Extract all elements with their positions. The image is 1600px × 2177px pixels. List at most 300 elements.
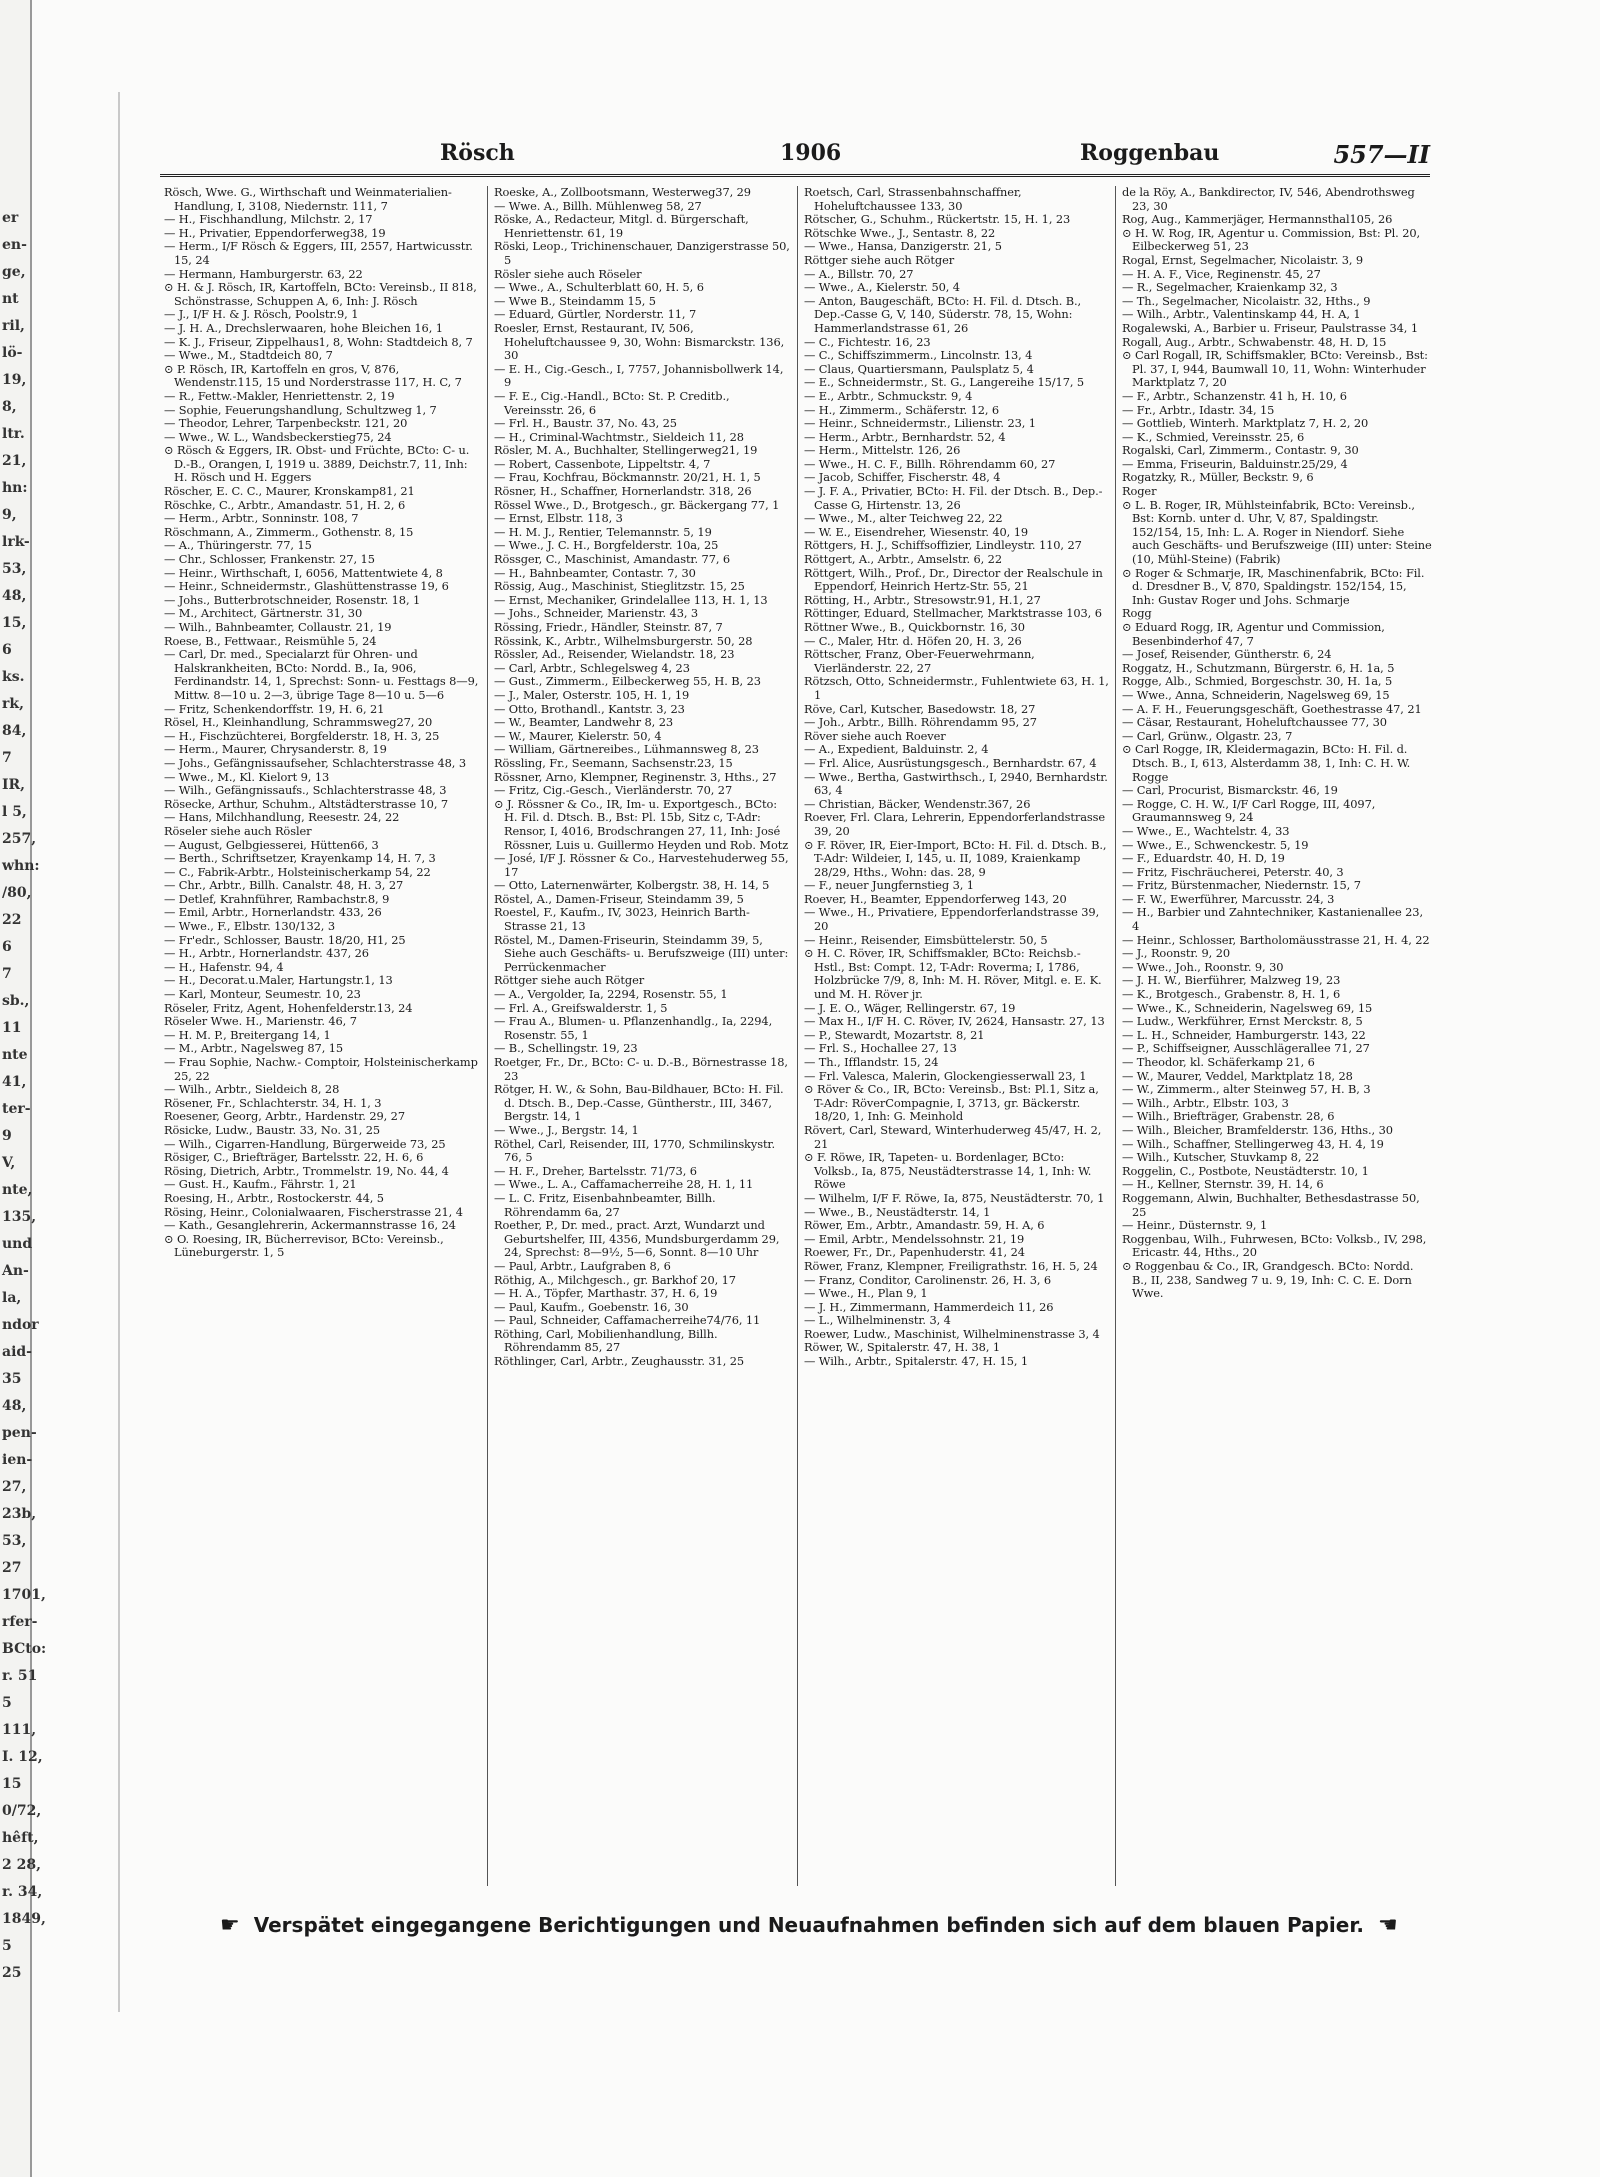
previous-page-fragment: 23b, — [2, 1506, 37, 1522]
previous-page-fragment: hêft, — [2, 1830, 39, 1846]
previous-page-fragment: 25 — [2, 1965, 22, 1981]
directory-entry: Röttgert, Wilh., Prof., Dr., Director der Realschule in Eppendorf, Heinrich Hertz-Str. 55, 21 — [804, 565, 1103, 594]
directory-entry: Röske, A., Redacteur, Mitgl. d. Bürgerschaft, Henriettenstr. 61, 19 — [494, 212, 749, 240]
directory-entry: — Frl. Alice, Ausrüstungsgesch., Bernhardstr. 67, 4 — [804, 755, 1097, 770]
directory-entry: — F., Arbtr., Schanzenstr. 41 h, H. 10, 6 — [1122, 388, 1347, 403]
directory-entry: — Wwe B., Steindamm 15, 5 — [494, 293, 656, 308]
previous-page-fragment: und — [2, 1236, 33, 1252]
directory-entry: Roesener, Georg, Arbtr., Hardenstr. 29, 27 — [164, 1109, 405, 1124]
directory-entry: ⊙ H. & J. Rösch, IR, Kartoffeln, BCto: Vereinsb., II 818, Schönstrasse, Schuppen A, 6, Inh: J. Rösch — [164, 280, 477, 308]
directory-entry: — Gust. H., Kaufm., Fährstr. 1, 21 — [164, 1177, 357, 1192]
previous-page-fragment: whn: — [2, 858, 40, 874]
previous-page-fragment: hn: — [2, 480, 28, 496]
directory-entry: — Franz, Conditor, Carolinenstr. 26, H. 3, 6 — [804, 1272, 1052, 1287]
directory-entry: — Paul, Arbtr., Laufgraben 8, 6 — [494, 1258, 671, 1273]
directory-entry: Roestel, F., Kaufm., IV, 3023, Heinrich Barth-Strasse 21, 13 — [494, 905, 750, 934]
directory-entry: — Wwe., J., Bergstr. 14, 1 — [494, 1122, 639, 1137]
previous-page-fragment: 84, — [2, 723, 27, 739]
column-2 — [487, 186, 797, 1886]
directory-entry: — Wwe., H., Plan 9, 1 — [804, 1286, 928, 1301]
directory-entry: Roetsch, Carl, Strassenbahnschaffner, Hoheluftchaussee 133, 30 — [804, 185, 1022, 213]
previous-page-fragment: 6 — [2, 939, 12, 955]
header-page-number: 557—II — [1333, 140, 1430, 169]
directory-entry: — H. A., Töpfer, Marthastr. 37, H. 6, 19 — [494, 1286, 718, 1301]
directory-entry: — Carl, Dr. med., Specialarzt für Ohren- und Halskrankheiten, BCto: Nordd. B., Ia, 906, Ferdinandstr. 14, 1, Sprechst: Sonn- u. Festtags 8—9, Mittw. 8—10 u. 2—3, übrige Tage 8—10 u. 5—6 — [164, 647, 479, 702]
directory-entry: — Emma, Friseurin, Balduinstr.25/29, 4 — [1122, 456, 1348, 471]
directory-entry: — B., Schellingstr. 19, 23 — [494, 1041, 638, 1056]
directory-entry: Röski, Leop., Trichinenschauer, Danzigerstrasse 50, 5 — [494, 239, 790, 267]
directory-entry: — Anton, Baugeschäft, BCto: H. Fil. d. Dtsch. B., Dep.-Casse G, V, 140, Süderstr. 78, 15, Wohn: Hammerlandstrasse 61, 26 — [804, 293, 1082, 335]
previous-page-fragment: rk, — [2, 696, 24, 712]
directory-entry: — Ludw., Werkführer, Ernst Merckstr. 8, 5 — [1122, 1014, 1363, 1029]
previous-page-fragment: 27, — [2, 1479, 27, 1495]
previous-page-fragment: r. 34, — [2, 1884, 43, 1900]
directory-entry: — L., Wilhelminenstr. 3, 4 — [804, 1313, 951, 1328]
directory-entry: Rösel, H., Kleinhandlung, Schrammsweg27, 20 — [164, 715, 433, 730]
previous-page-fragment: en- — [2, 237, 27, 253]
directory-entry: Röttinger, Eduard, Stellmacher, Marktstrasse 103, 6 — [804, 606, 1102, 621]
directory-entry: — Paul, Kaufm., Goebenstr. 16, 30 — [494, 1299, 689, 1314]
directory-entry: ⊙ H. W. Rog, IR, Agentur u. Commission, Bst: Pl. 20, Eilbeckerweg 51, 23 — [1122, 225, 1421, 254]
directory-entry: — Wilh., Arbtr., Spitalerstr. 47, H. 15, 1 — [804, 1354, 1029, 1369]
directory-entry: — Detlef, Krahnführer, Rambachstr.8, 9 — [164, 891, 390, 906]
directory-entry: — Wilh., Briefträger, Grabenstr. 28, 6 — [1122, 1109, 1335, 1124]
directory-entry: ⊙ Roger & Schmarje, IR, Maschinenfabrik, BCto: Fil. d. Dresdner B., V, 870, Spaldingstr. 152/154, 15, Inh: Gustav Roger und Johs. Schmarje — [1122, 565, 1425, 607]
directory-entry: — Wwe., H. C. F., Billh. Röhrendamm 60, 27 — [804, 456, 1056, 471]
directory-entry: — Wwe., M., alter Teichweg 22, 22 — [804, 511, 1003, 526]
directory-entry: Rogge, Alb., Schmied, Borgeschstr. 30, H. 1a, 5 — [1122, 674, 1393, 689]
directory-entry: — Fritz, Schenkendorffstr. 19, H. 6, 21 — [164, 701, 385, 716]
directory-entry: — Wwe., M., Stadtdeich 80, 7 — [164, 348, 333, 363]
previous-page-fragment: 2 28, — [2, 1857, 41, 1873]
directory-entry: — W., Beamter, Landwehr 8, 23 — [494, 715, 674, 730]
directory-entry: — William, Gärtnereibes., Lühmannsweg 8, 23 — [494, 742, 759, 757]
directory-entry: — Fr., Arbtr., Idastr. 34, 15 — [1122, 402, 1275, 417]
footer-notice — [220, 1910, 1420, 1940]
header-last-name: Roggenbau — [1080, 140, 1220, 166]
directory-entry: Röseler, Fritz, Agent, Hohenfelderstr.13, 24 — [164, 1000, 413, 1015]
directory-entry: Roesing, H., Arbtr., Rostockerstr. 44, 5 — [164, 1190, 384, 1205]
directory-entry: — Johs., Butterbrotschneider, Rosenstr. 18, 1 — [164, 592, 421, 607]
directory-entry: — R., Fettw.-Makler, Henriettenstr. 2, 19 — [164, 388, 395, 403]
directory-entry: Rösing, Dietrich, Arbtr., Trommelstr. 19, No. 44, 4 — [164, 1163, 449, 1178]
directory-entry: — Fritz, Cig.-Gesch., Vierländerstr. 70, 27 — [494, 783, 733, 798]
directory-entry: — August, Gelbgiesserei, Hütten66, 3 — [164, 837, 379, 852]
directory-entry: Röttger siehe auch Rötger — [494, 973, 645, 988]
directory-entry: — Wwe. A., Billh. Mühlenweg 58, 27 — [494, 198, 702, 213]
pointing-hand-right-icon: ☛ — [220, 1912, 240, 1938]
directory-entry: Rössner, Arno, Klempner, Reginenstr. 3, Hths., 27 — [494, 769, 777, 784]
directory-entry: Röttscher, Franz, Ober-Feuerwehrmann, Vierländerstr. 22, 27 — [804, 647, 1035, 675]
directory-entry: Roether, P., Dr. med., pract. Arzt, Wundarzt und Geburtshelfer, III, 4356, Mundsburgerdamm 29, 24, Sprechst: 8—9½, 5—6, Sonnt. 8—10 Uhr — [494, 1218, 780, 1260]
directory-entry: — L. C. Fritz, Eisenbahnbeamter, Billh. Röhrendamm 6a, 27 — [494, 1190, 716, 1219]
previous-page-fragment: lö- — [2, 345, 23, 361]
directory-entry: ⊙ L. B. Roger, IR, Mühlsteinfabrik, BCto: Vereinsb., Bst: Kornb. unter d. Uhr, V, 87, Spaldingstr. 152/154, 15, Inh: L. A. Roger in Niendorf. Siehe auch Geschäfts- und Berufszweige (III) unter: Steine (10, Mühl-Steine) (Fabrik) — [1122, 497, 1432, 567]
directory-entry: — C., Schiffszimmerm., Lincolnstr. 13, 4 — [804, 348, 1033, 363]
previous-page-fragment: 1849, — [2, 1911, 46, 1927]
directory-entry: — E., Schneidermstr., St. G., Langereihe 15/17, 5 — [804, 375, 1085, 390]
directory-entry: — A., Vergolder, Ia, 2294, Rosenstr. 55, 1 — [494, 987, 728, 1002]
directory-entry: — H., Privatier, Eppendorferweg38, 19 — [164, 225, 386, 240]
directory-entry: — Ernst, Mechaniker, Grindelallee 113, H. 1, 13 — [494, 592, 768, 607]
directory-entry: ⊙ Carl Rogge, IR, Kleidermagazin, BCto: H. Fil. d. Dtsch. B., I, 613, Alsterdamm 38, 1, Inh: C. H. W. Rogge — [1122, 742, 1411, 784]
column-3 — [797, 186, 1115, 1886]
directory-entry: — J. F. A., Privatier, BCto: H. Fil. der Dtsch. B., Dep.-Casse G, Hirtenstr. 13, 26 — [804, 484, 1103, 512]
directory-entry: — Carl, Arbtr., Schlegelsweg 4, 23 — [494, 660, 690, 675]
directory-entry: — J. H. A., Drechslerwaaren, hohe Bleichen 16, 1 — [164, 320, 443, 335]
directory-entry: Röschmann, A., Zimmerm., Gothenstr. 8, 15 — [164, 524, 414, 539]
directory-entry: — Wwe., K., Schneiderin, Nagelsweg 69, 15 — [1122, 1000, 1373, 1015]
directory-entry: ⊙ Eduard Rogg, IR, Agentur und Commission, Besenbinderhof 47, 7 — [1122, 620, 1385, 648]
previous-page-fragment: I. 12, — [2, 1749, 43, 1765]
directory-entry: ⊙ F. Röwe, IR, Tapeten- u. Bordenlager, BCto: Volksb., Ia, 875, Neustädterstrasse 14, 1, Inh: W. Röwe — [804, 1150, 1092, 1192]
directory-entry: — Frau Sophie, Nachw.- Comptoir, Holsteinischerkamp 25, 22 — [164, 1055, 478, 1083]
previous-page-fragment: 135, — [2, 1209, 37, 1225]
previous-page-fragment: l 5, — [2, 804, 27, 820]
directory-entry: — Jacob, Schiffer, Fischerstr. 48, 4 — [804, 470, 1001, 485]
directory-entry: — Emil, Arbtr., Mendelssohnstr. 21, 19 — [804, 1231, 1025, 1246]
directory-entry: — Wwe., Bertha, Gastwirthsch., I, 2940, Bernhardstr. 63, 4 — [804, 769, 1108, 798]
previous-page-fragment: 7 — [2, 966, 12, 982]
directory-columns — [162, 186, 1438, 1886]
previous-page-fragment: 53, — [2, 561, 27, 577]
directory-entry: — Heinr., Düsternstr. 9, 1 — [1122, 1218, 1268, 1233]
directory-entry: — Otto, Brothandl., Kantstr. 3, 23 — [494, 701, 685, 716]
previous-page-fragment: 5 — [2, 1938, 12, 1954]
directory-entry: — H., Arbtr., Hornerlandstr. 437, 26 — [164, 946, 369, 961]
previous-page-fragment: 6 — [2, 642, 12, 658]
directory-entry: — Frl. H., Baustr. 37, No. 43, 25 — [494, 416, 677, 431]
directory-entry: — Chr., Schlosser, Frankenstr. 27, 15 — [164, 552, 375, 567]
previous-page-fragment: ltr. — [2, 426, 25, 442]
directory-entry: ⊙ Röver & Co., IR, BCto: Vereinsb., Bst: Pl.1, Sitz a, T-Adr: RöverCompagnie, I, 3713, gr. Bäckerstr. 18/20, 1, Inh: G. Meinhold — [804, 1082, 1099, 1124]
directory-entry: Röwer, W., Spitalerstr. 47, H. 38, 1 — [804, 1340, 1001, 1355]
directory-entry: — Otto, Laternenwärter, Kolbergstr. 38, H. 14, 5 — [494, 878, 770, 893]
directory-entry: — Heinr., Reisender, Eimsbüttelerstr. 50, 5 — [804, 932, 1048, 947]
directory-entry: — H. M. P., Breitergang 14, 1 — [164, 1027, 331, 1042]
directory-entry: Rösicke, Ludw., Baustr. 33, No. 31, 25 — [164, 1122, 381, 1137]
directory-entry: Rötzsch, Otto, Schneidermstr., Fuhlentwiete 63, H. 1, 1 — [804, 674, 1109, 702]
previous-page-fragment: 19, — [2, 372, 27, 388]
directory-entry: — Chr., Arbtr., Billh. Canalstr. 48, H. 3, 27 — [164, 878, 404, 893]
directory-entry: Rogatzky, R., Müller, Beckstr. 9, 6 — [1122, 470, 1314, 485]
directory-entry: Rössig, Aug., Maschinist, Stieglitzstr. 15, 25 — [494, 579, 745, 594]
directory-entry: Roesler, Ernst, Restaurant, IV, 506, Hoheluftchaussee 9, 30, Wohn: Bismarckstr. 136, 30 — [494, 320, 785, 363]
directory-entry: — Fritz, Bürstenmacher, Niedernstr. 15, 7 — [1122, 878, 1361, 893]
directory-entry: — H., Decorat.u.Maler, Hartungstr.1, 13 — [164, 973, 393, 988]
directory-entry: — K. J., Friseur, Zippelhaus1, 8, Wohn: Stadtdeich 8, 7 — [164, 334, 473, 349]
directory-entry: — Wilh., Gefängnissaufs., Schlachterstrasse 48, 3 — [164, 783, 447, 798]
header-first-name: Rösch — [440, 140, 515, 166]
directory-entry: — Heinr., Schlosser, Bartholomäusstrasse 21, H. 4, 22 — [1122, 932, 1430, 947]
directory-entry: — Joh., Arbtr., Billh. Röhrendamm 95, 27 — [804, 715, 1037, 730]
directory-entry: Roewer, Ludw., Maschinist, Wilhelminenstrasse 3, 4 — [804, 1326, 1100, 1341]
directory-entry: — A., Billstr. 70, 27 — [804, 266, 914, 281]
directory-entry: — W., Maurer, Veddel, Marktplatz 18, 28 — [1122, 1068, 1353, 1083]
previous-page-fragment: pen- — [2, 1425, 37, 1441]
directory-entry: Röstel, A., Damen-Friseur, Steindamm 39, 5 — [494, 891, 744, 906]
directory-entry: Rösecke, Arthur, Schuhm., Altstädterstrasse 10, 7 — [164, 796, 449, 811]
previous-page-fragment: sb., — [2, 993, 30, 1009]
previous-page-fragment: 7 — [2, 750, 12, 766]
header-year: 1906 — [780, 140, 842, 166]
directory-entry: — E., Arbtr., Schmuckstr. 9, 4 — [804, 388, 973, 403]
directory-entry: Roggemann, Alwin, Buchhalter, Bethesdastrasse 50, 25 — [1122, 1190, 1420, 1219]
directory-entry: — Frau, Kochfrau, Böckmannstr. 20/21, H. 1, 5 — [494, 470, 761, 485]
directory-entry: — F. W., Ewerführer, Marcusstr. 24, 3 — [1122, 891, 1335, 906]
previous-page-fragment: 48, — [2, 1398, 27, 1414]
directory-entry: Rogalski, Carl, Zimmerm., Contastr. 9, 30 — [1122, 443, 1359, 458]
directory-entry: — Wwe., E., Schwenckestr. 5, 19 — [1122, 837, 1309, 852]
directory-entry: — Fritz, Fischräucherei, Peterstr. 40, 3 — [1122, 864, 1344, 879]
directory-entry: — Wwe., J. C. H., Borgfelderstr. 10a, 25 — [494, 538, 719, 553]
directory-entry: — Wilh., Arbtr., Sieldeich 8, 28 — [164, 1082, 340, 1097]
directory-entry: — W., Maurer, Kielerstr. 50, 4 — [494, 728, 662, 743]
directory-entry: — H., Fischzüchterei, Borgfelderstr. 18, H. 3, 25 — [164, 728, 440, 743]
directory-entry: — K., Brotgesch., Grabenstr. 8, H. 1, 6 — [1122, 987, 1341, 1002]
directory-entry: — Cäsar, Restaurant, Hoheluftchaussee 77, 30 — [1122, 715, 1387, 730]
directory-entry: — Fr'edr., Schlosser, Baustr. 18/20, H1, 25 — [164, 932, 406, 947]
directory-entry: — Wwe., E., Wachtelstr. 4, 33 — [1122, 823, 1290, 838]
directory-entry: — Frl. Valesca, Malerin, Glockengiesserwall 23, 1 — [804, 1068, 1087, 1083]
directory-entry: — Wwe., A., Kielerstr. 50, 4 — [804, 280, 960, 295]
previous-page-fragment: 0/72, — [2, 1803, 42, 1819]
directory-entry: ⊙ P. Rösch, IR, Kartoffeln en gros, V, 876, Wendenstr.115, 15 und Norderstrasse 117, H. C, 7 — [164, 361, 462, 390]
directory-entry: Rövert, Carl, Steward, Winterhuderweg 45/47, H. 2, 21 — [804, 1122, 1102, 1151]
previous-page-fragment: V, — [2, 1155, 16, 1171]
directory-entry: — Wilh., Cigarren-Handlung, Bürgerweide 73, 25 — [164, 1136, 446, 1151]
previous-page-strip — [0, 0, 47, 2177]
directory-entry: — F., Eduardstr. 40, H. D, 19 — [1122, 851, 1285, 866]
directory-entry: — Eduard, Gürtler, Norderstr. 11, 7 — [494, 307, 697, 322]
directory-entry: ⊙ H. C. Röver, IR, Schiffsmakler, BCto: Reichsb.-Hstl., Bst: Compt. 12, T-Adr: Roverma; I, 1786, Holzbrücke 7/9, 8, Inh: M. H. Röver, Mitgl. e. E. K. und M. H. Röver jr. — [804, 946, 1102, 1002]
directory-entry: Röttger siehe auch Rötger — [804, 252, 955, 267]
directory-entry: — Wilh., Kutscher, Stuvkamp 8, 22 — [1122, 1150, 1320, 1165]
previous-page-fragment: ter- — [2, 1101, 31, 1117]
previous-page-fragment: 111, — [2, 1722, 37, 1738]
directory-entry: Rötting, H., Arbtr., Stresowstr.91, H.1, 27 — [804, 592, 1041, 607]
directory-entry: Röseler siehe auch Rösler — [164, 823, 312, 838]
directory-entry: Röscher, E. C. C., Maurer, Kronskamp81, 21 — [164, 484, 415, 499]
directory-entry: — P., Schiffseigner, Ausschlägerallee 71, 27 — [1122, 1041, 1370, 1056]
previous-page-fragment: ndor — [2, 1317, 39, 1333]
directory-entry: Rötschke Wwe., J., Sentastr. 8, 22 — [804, 225, 996, 240]
directory-entry: — Karl, Monteur, Seumestr. 10, 23 — [164, 987, 361, 1002]
directory-entry: Röstel, M., Damen-Friseurin, Steindamm 39, 5, Siehe auch Geschäfts- u. Berufszweige (III) unter: Perrückenmacher — [494, 932, 789, 974]
previous-page-fragment: ge, — [2, 264, 26, 280]
directory-entry: — F., neuer Jungfernstieg 3, 1 — [804, 878, 974, 893]
directory-entry: — Frau A., Blumen- u. Pflanzenhandlg., Ia, 2294, Rosenstr. 55, 1 — [494, 1014, 773, 1042]
directory-entry: — H., Barbier und Zahntechniker, Kastanienallee 23, 4 — [1122, 905, 1423, 934]
directory-entry: Rösler siehe auch Röseler — [494, 266, 642, 281]
directory-entry: — Wilh., Bleicher, Bramfelderstr. 136, Hths., 30 — [1122, 1122, 1393, 1137]
previous-page-fragment: nt — [2, 291, 19, 307]
previous-page-fragment: 35 — [2, 1371, 22, 1387]
directory-entry: — Frl. A., Greifswalderstr. 1, 5 — [494, 1000, 668, 1015]
directory-entry: — Wwe., B., Neustädterstr. 14, 1 — [804, 1204, 991, 1219]
previous-page-fragment: 9 — [2, 1128, 12, 1144]
directory-entry: Roggatz, H., Schutzmann, Bürgerstr. 6, H. 1a, 5 — [1122, 660, 1395, 675]
directory-entry: — Claus, Quartiersmann, Paulsplatz 5, 4 — [804, 361, 1034, 376]
directory-entry: — J., Roonstr. 9, 20 — [1122, 946, 1231, 961]
directory-entry: — Robert, Cassenbote, Lippeltstr. 4, 7 — [494, 456, 711, 471]
previous-page-fragment: 11 — [2, 1020, 22, 1036]
previous-page-fragment: 53, — [2, 1533, 27, 1549]
pointing-hand-left-icon: ☚ — [1377, 1912, 1398, 1938]
directory-entry: — Heinr., Schneidermstr., Lilienstr. 23, 1 — [804, 416, 1036, 431]
directory-entry: — Wwe., A., Schulterblatt 60, H. 5, 6 — [494, 280, 704, 295]
directory-entry: Rog, Aug., Kammerjäger, Hermannsthal105, 26 — [1122, 212, 1393, 227]
directory-entry: Rösing, Heinr., Colonialwaaren, Fischerstrasse 21, 4 — [164, 1204, 463, 1219]
directory-entry: Roever, H., Beamter, Eppendorferweg 143, 20 — [804, 891, 1067, 906]
directory-entry: — F. E., Cig.-Handl., BCto: St. P. Creditb., Vereinsstr. 26, 6 — [494, 388, 730, 417]
previous-page-fragment: la, — [2, 1290, 22, 1306]
directory-entry: de la Röy, A., Bankdirector, IV, 546, Abendrothsweg 23, 30 — [1122, 185, 1415, 213]
previous-page-fragment: lrk- — [2, 534, 30, 550]
previous-page-fragment: ien- — [2, 1452, 33, 1468]
directory-entry: — Max H., I/F H. C. Röver, IV, 2624, Hansastr. 27, 13 — [804, 1014, 1105, 1029]
directory-entry: — Paul, Schneider, Caffamacherreihe74/76, 11 — [494, 1313, 761, 1328]
directory-entry: — Heinr., Schneidermstr., Glashüttenstrasse 19, 6 — [164, 579, 449, 594]
directory-entry: — Wwe., L. A., Caffamacherreihe 28, H. 1, 11 — [494, 1177, 754, 1192]
previous-page-fragment: 257, — [2, 831, 37, 847]
directory-entry: — Ernst, Elbstr. 118, 3 — [494, 511, 623, 526]
directory-entry: — K., Schmied, Vereinsstr. 25, 6 — [1122, 429, 1305, 444]
directory-entry: — Wwe., W. L., Wandsbeckerstieg75, 24 — [164, 429, 392, 444]
directory-entry: Rösler, M. A., Buchhalter, Stellingerweg21, 19 — [494, 443, 758, 458]
directory-entry: — Frl. S., Hochallee 27, 13 — [804, 1041, 957, 1056]
directory-entry: — H. A. F., Vice, Reginenstr. 45, 27 — [1122, 266, 1321, 281]
directory-entry: — Wwe., M., Kl. Kielort 9, 13 — [164, 769, 330, 784]
directory-entry: — Gust., Zimmerm., Eilbeckerweg 55, H. B, 23 — [494, 674, 761, 689]
directory-entry: — Herm., Mittelstr. 126, 26 — [804, 443, 961, 458]
directory-entry: Röttgers, H. J., Schiffsoffizier, Lindleystr. 110, 27 — [804, 538, 1082, 553]
directory-entry: — Wwe., Anna, Schneiderin, Nagelsweg 69, 15 — [1122, 687, 1390, 702]
directory-entry: — H., Hafenstr. 94, 4 — [164, 959, 284, 974]
previous-page-fragment: 15 — [2, 1776, 22, 1792]
previous-page-fragment: er — [2, 210, 19, 226]
directory-entry: Rösener, Fr., Schlachterstr. 34, H. 1, 3 — [164, 1095, 382, 1110]
directory-entry: — H., Bahnbeamter, Contastr. 7, 30 — [494, 565, 696, 580]
directory-entry: — Hermann, Hamburgerstr. 63, 22 — [164, 266, 363, 281]
directory-entry: — Berth., Schriftsetzer, Krayenkamp 14, H. 7, 3 — [164, 851, 436, 866]
directory-entry: — Herm., Arbtr., Sonninstr. 108, 7 — [164, 511, 359, 526]
directory-entry: — M., Architect, Gärtnerstr. 31, 30 — [164, 606, 363, 621]
directory-entry: — Josef, Reisender, Güntherstr. 6, 24 — [1122, 647, 1332, 662]
directory-entry: — Wwe., Joh., Roonstr. 9, 30 — [1122, 959, 1284, 974]
directory-entry: Rötger, H. W., & Sohn, Bau-Bildhauer, BCto: H. Fil. d. Dtsch. B., Dep.-Casse, Güntherstr., III, 3467, Bergstr. 14, 1 — [494, 1082, 784, 1124]
directory-entry: Röthel, Carl, Reisender, III, 1770, Schmilinskystr. 76, 5 — [494, 1136, 776, 1165]
directory-entry: — José, I/F J. Rössner & Co., Harvestehuderweg 55, 17 — [494, 851, 789, 879]
directory-entry: — C., Maler, Htr. d. Höfen 20, H. 3, 26 — [804, 633, 1022, 648]
directory-entry: Rösiger, C., Briefträger, Bartelsstr. 22, H. 6, 6 — [164, 1150, 424, 1165]
directory-entry: ⊙ Roggenbau & Co., IR, Grandgesch. BCto: Nordd. B., II, 238, Sandweg 7 u. 9, 19, Inh: C. C. E. Dorn Wwe. — [1122, 1258, 1414, 1301]
previous-page-fragment: /80, — [2, 885, 32, 901]
directory-entry: — Johs., Schneider, Marienstr. 43, 3 — [494, 606, 699, 621]
directory-entry: Rössing, Friedr., Händler, Steinstr. 87, 7 — [494, 620, 723, 634]
directory-entry: — Th., Ifflandstr. 15, 24 — [804, 1055, 939, 1069]
directory-entry: — J. H., Zimmermann, Hammerdeich 11, 26 — [804, 1299, 1054, 1314]
directory-entry: — Kath., Gesanglehrerin, Ackermannstrasse 16, 24 — [164, 1218, 456, 1233]
directory-entry: — Hans, Milchhandlung, Reesestr. 24, 22 — [164, 810, 400, 825]
directory-entry: Rösch, Wwe. G., Wirthschaft und Weinmaterialien-Handlung, I, 3108, Niedernstr. 111, 7 — [164, 185, 452, 213]
directory-entry: — H., Zimmerm., Schäferstr. 12, 6 — [804, 402, 1000, 417]
previous-page-fragment: 1701, — [2, 1587, 46, 1603]
directory-entry: — Sophie, Feuerungshandlung, Schultzweg 1, 7 — [164, 402, 437, 417]
directory-entry: — A. F. H., Feuerungsgeschäft, Goethestrasse 47, 21 — [1122, 701, 1422, 716]
directory-entry: Rössling, Fr., Seemann, Sachsenstr.23, 15 — [494, 755, 733, 770]
directory-entry: — Wilh., Arbtr., Valentinskamp 44, H. A, 1 — [1122, 307, 1361, 322]
directory-entry: — Carl, Grünw., Olgastr. 23, 7 — [1122, 728, 1293, 743]
directory-entry: Roggenbau, Wilh., Fuhrwesen, BCto: Volksb., IV, 298, Ericastr. 44, Hths., 20 — [1122, 1231, 1427, 1260]
directory-entry: — Wilh., Schaffner, Stellingerweg 43, H. 4, 19 — [1122, 1136, 1384, 1151]
directory-entry: — H., Fischhandlung, Milchstr. 2, 17 — [164, 212, 373, 227]
directory-entry: — W., Zimmerm., alter Steinweg 57, H. B, 3 — [1122, 1082, 1371, 1097]
directory-entry: — L. H., Schneider, Hamburgerstr. 143, 22 — [1122, 1027, 1366, 1042]
directory-entry: — H., Criminal-Wachtmstr., Sieldeich 11, 28 — [494, 429, 744, 444]
directory-entry: Roetger, Fr., Dr., BCto: C- u. D.-B., Börnestrasse 18, 23 — [494, 1055, 788, 1083]
directory-entry: — C., Fichtestr. 16, 23 — [804, 334, 931, 349]
directory-entry: — H., Kellner, Sternstr. 39, H. 14, 6 — [1122, 1177, 1324, 1192]
directory-entry: — P., Stewardt, Mozartstr. 8, 21 — [804, 1027, 985, 1042]
previous-page-fragment: r. 51 — [2, 1668, 38, 1684]
directory-entry: Röthing, Carl, Mobilienhandlung, Billh. Röhrendamm 85, 27 — [494, 1326, 718, 1355]
directory-entry: — R., Segelmacher, Kraienkamp 32, 3 — [1122, 280, 1338, 295]
directory-entry: — Theodor, kl. Schäferkamp 21, 6 — [1122, 1055, 1315, 1069]
directory-entry: — Wilh., Bahnbeamter, Collaustr. 21, 19 — [164, 620, 392, 634]
column-1 — [162, 186, 487, 1886]
previous-page-fragment: rfer- — [2, 1614, 38, 1630]
previous-page-fragment: ks. — [2, 669, 25, 685]
previous-page-fragment: IR, — [2, 777, 26, 793]
directory-entry: — E. H., Cig.-Gesch., I, 7757, Johannisbollwerk 14, 9 — [494, 361, 784, 390]
directory-entry: Rössger, C., Maschinist, Amandastr. 77, 6 — [494, 552, 731, 567]
directory-entry: — Rogge, C. H. W., I/F Carl Rogge, III, 4097, Graumannsweg 9, 24 — [1122, 796, 1376, 825]
previous-page-fragment: BCto: — [2, 1641, 47, 1657]
directory-entry: Röthlinger, Carl, Arbtr., Zeughausstr. 31, 25 — [494, 1354, 745, 1369]
directory-entry: Rössler, Ad., Reisender, Wielandstr. 18, 23 — [494, 647, 735, 662]
directory-entry: — Wilhelm, I/F F. Röwe, Ia, 875, Neustädterstr. 70, 1 — [804, 1190, 1105, 1205]
previous-page-fragment: 9, — [2, 507, 17, 523]
previous-page-fragment: 22 — [2, 912, 22, 928]
directory-entry: Rogg — [1122, 606, 1152, 621]
directory-entry: — J. E. O., Wäger, Rellingerstr. 67, 19 — [804, 1000, 1016, 1015]
directory-entry: — Th., Segelmacher, Nicolaistr. 32, Hths., 9 — [1122, 293, 1371, 308]
directory-entry: — Wwe., H., Privatiere, Eppendorferlandstrasse 39, 20 — [804, 905, 1100, 934]
directory-entry: — Carl, Procurist, Bismarckstr. 46, 19 — [1122, 783, 1338, 798]
directory-entry: — Heinr., Wirthschaft, I, 6056, Mattentwiete 4, 8 — [164, 565, 443, 580]
directory-entry: Rössel Wwe., D., Brotgesch., gr. Bäckergang 77, 1 — [494, 497, 780, 512]
directory-entry: — J., I/F H. & J. Rösch, Poolstr.9, 1 — [164, 307, 359, 322]
previous-page-fragment: nte, — [2, 1182, 33, 1198]
directory-entry: Roese, B., Fettwaar., Reismühle 5, 24 — [164, 633, 377, 648]
directory-entry: — Christian, Bäcker, Wendenstr.367, 26 — [804, 796, 1031, 811]
previous-page-fragment: ril, — [2, 318, 25, 334]
directory-entry: Röve, Carl, Kutscher, Basedowstr. 18, 27 — [804, 701, 1036, 716]
directory-entry: ⊙ F. Röver, IR, Eier-Import, BCto: H. Fil. d. Dtsch. B., T-Adr: Wildeier, I, 145, u. II, 1089, Kraienkamp 28/29, Hths., Wohn: das. 28, 9 — [804, 837, 1107, 879]
directory-entry: Rogalewski, A., Barbier u. Friseur, Paulstrasse 34, 1 — [1122, 320, 1418, 335]
directory-entry: ⊙ O. Roesing, IR, Bücherrevisor, BCto: Vereinsb., Lüneburgerstr. 1, 5 — [164, 1231, 444, 1260]
directory-entry: Röttner Wwe., B., Quickbornstr. 16, 30 — [804, 620, 1025, 634]
footer-text: Verspätet eingegangene Berichtigungen und Neuaufnahmen befinden sich auf dem blauen Papier. — [253, 1913, 1364, 1937]
directory-entry: Röttgert, A., Arbtr., Amselstr. 6, 22 — [804, 552, 1002, 567]
directory-entry: — Herm., I/F Rösch & Eggers, III, 2557, Hartwicusstr. 15, 24 — [164, 239, 473, 267]
directory-entry: — Emil, Arbtr., Hornerlandstr. 433, 26 — [164, 905, 382, 920]
directory-entry: — Herm., Maurer, Chrysanderstr. 8, 19 — [164, 742, 387, 757]
directory-entry: Roeske, A., Zollbootsmann, Westerweg37, 29 — [494, 185, 751, 199]
directory-entry: Roewer, Fr., Dr., Papenhuderstr. 41, 24 — [804, 1245, 1025, 1260]
directory-entry: — Gottlieb, Winterh. Marktplatz 7, H. 2, 20 — [1122, 416, 1369, 431]
